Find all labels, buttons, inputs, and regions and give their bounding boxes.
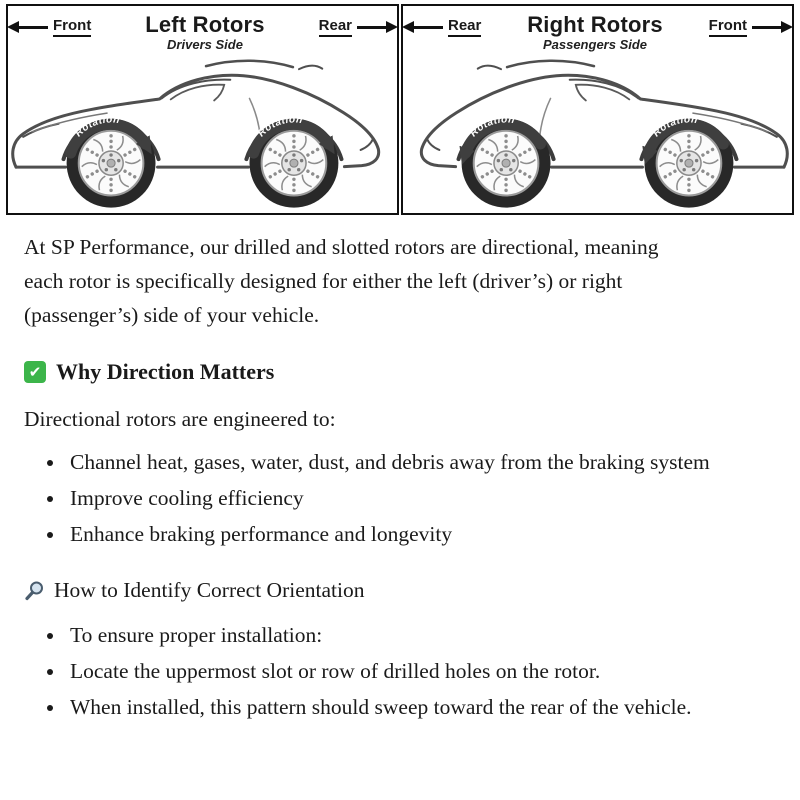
- rotation-label: Rotation: [650, 114, 699, 140]
- content-section: [0, 215, 800, 755]
- left-rotors-panel: [6, 4, 399, 215]
- orientation-list: [66, 619, 716, 725]
- rotor-diagram: [0, 0, 800, 215]
- intro-paragraph: At SP Performance, our drilled and slotted rotors are directional, meaning each rotor is specifically designed for either the left (driver’s) or right (passenger’s) side of your vehicle.: [24, 235, 659, 328]
- left-arrow-icon: [18, 26, 48, 29]
- direction-text: Rear: [448, 17, 481, 37]
- list-item: • When installed, this pattern should sweep toward the rear of the vehicle.: [66, 691, 716, 725]
- rotation-label: Rotation: [255, 114, 304, 140]
- left-arrow-icon: [413, 26, 443, 29]
- heading-text: How to Identify Correct Orientation: [54, 578, 365, 603]
- front-direction-label: [709, 17, 782, 37]
- list-item: • Channel heat, gases, water, dust, and debris away from the braking system: [66, 446, 716, 480]
- list-item: • Locate the uppermost slot or row of drilled holes on the rotor.: [66, 655, 716, 689]
- engineered-lead: Directional rotors are engineered to:: [24, 407, 336, 432]
- rotation-label: Rotation: [73, 114, 121, 140]
- list-item: • Improve cooling efficiency: [66, 482, 716, 516]
- heading-text: Why Direction Matters: [56, 359, 275, 385]
- magnifying-glass-icon: [24, 580, 45, 601]
- panel-subtitle-text: Drivers Side: [167, 37, 243, 53]
- right-rotors-panel: [401, 4, 794, 215]
- panel-title: [527, 13, 663, 52]
- benefits-list: [66, 446, 716, 552]
- why-direction-heading: [24, 359, 774, 385]
- list-item: • To ensure proper installation:: [66, 619, 716, 653]
- check-mark-icon: [24, 361, 46, 383]
- rear-wheel: [249, 114, 338, 207]
- rear-wheel: [462, 114, 551, 207]
- front-wheel: [644, 114, 733, 207]
- right-arrow-icon: [357, 26, 387, 29]
- rear-direction-label: [319, 17, 387, 37]
- front-wheel: [67, 114, 156, 207]
- list-item: • Enhance braking performance and longevity: [66, 518, 716, 552]
- rotation-label: Rotation: [468, 114, 516, 140]
- direction-text: Rear: [319, 17, 352, 37]
- panel-header: [403, 6, 792, 52]
- car-illustration-right: [403, 54, 792, 214]
- direction-text: Front: [53, 17, 91, 37]
- panel-header: [8, 6, 397, 52]
- how-to-identify-heading: [24, 578, 774, 603]
- panel-title-text: Right Rotors: [527, 12, 663, 37]
- direction-text: Front: [709, 17, 747, 37]
- right-arrow-icon: [752, 26, 782, 29]
- front-direction-label: [18, 17, 91, 37]
- panel-title: [145, 13, 265, 52]
- rear-direction-label: [413, 17, 481, 37]
- car-illustration-left: [8, 54, 397, 214]
- panel-title-text: Left Rotors: [145, 12, 265, 37]
- panel-subtitle-text: Passengers Side: [542, 37, 648, 53]
